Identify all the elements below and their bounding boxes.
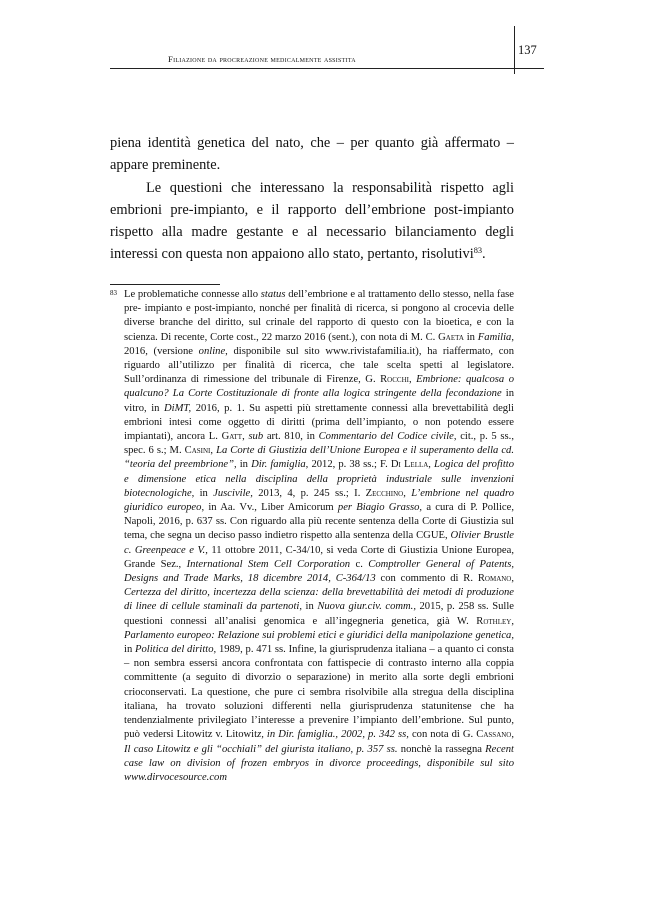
body-text <box>110 132 514 266</box>
fn-italic: status <box>260 289 286 300</box>
fn-italic: Familia <box>477 331 512 343</box>
fn-author: Zecchino <box>365 487 404 499</box>
fn-seg: con commento di R. <box>375 573 478 585</box>
fn-italic: z, in Dir. famiglia., 2002, p. 342 ss, <box>257 729 409 741</box>
fn-author: Romano <box>477 573 512 585</box>
fn-italic: per Biagio Grasso, <box>337 502 423 514</box>
fn-seg: , <box>511 729 515 741</box>
footnote-83 <box>110 288 514 785</box>
running-title: Filiazione da procreazione medicalmente assistita <box>168 54 356 64</box>
fn-italic: sub <box>248 431 264 443</box>
fn-italic: La Corte di Giustizia dell’Unione Europea e il superamento della cd. “teoria del preembrione”, <box>124 445 514 471</box>
fn-italic: DiMT, <box>164 402 192 414</box>
running-header <box>110 54 514 68</box>
fn-seg: 2012, p. 38 ss.; F. <box>308 459 391 471</box>
paragraph-2: Le questioni che interessano la responsabilità rispetto agli embrioni pre-impianto, e il rapporto dell’embrione post-impianto rispetto alla madre gestante e al necessario bilanciamento degli interessi con questa non appaiono allo stato, pertanto, risolutivi$^{83}$. <box>110 179 514 263</box>
fn-seg: a cura di P. Pollice, Napoli, 2016, p. 637 ss. Con riguardo alla più recente sentenza della Corte di Giustizia sul tema, che segna un deciso passo indietro rispetto alla sentenza della CGUE, <box>124 502 514 542</box>
fn-seg: art. 810, in <box>263 431 319 443</box>
fn-italic: Juscivile, <box>213 487 253 499</box>
fn-author: Gaeta <box>438 331 464 343</box>
fn-seg: in <box>236 459 252 471</box>
fn-seg: , 11 ottobre 2011, C-34/10, si veda Corte di Giustizia Unione Europea, Grande Sez., <box>124 544 514 570</box>
fn-seg: , disponibile sul sito www.rivistafamilia.it), ha riaffermato, con riguardo all’utilizzo per finalità di ricerca, che tale scelta spetti al legislatore. Sull’ordinanza di rimessione del tribunale di Firenze, G. <box>124 345 514 386</box>
fn-italic: Certezza del diritto, incertezza della scienza: della brevettabilità dei metodi di produzione di linee di cellule staminali da partenoti <box>124 587 514 613</box>
fn-seg: , cit., p. 5 ss., spec. 6 s.; M. <box>124 431 514 457</box>
fn-italic: Olivier Brustle c. Greenpeace e V. <box>124 530 514 556</box>
fn-seg: , <box>511 615 514 627</box>
fn-italic: L’embrione nel quadro giuridico europeo <box>124 487 515 514</box>
fn-seg: 2016, p. 1. Su aspetti più strettamente connessi alla brevettabilità degli embrioni intesi come oggetto di diritti (prima dell’impianto, o non potendo essere impiantati), ancora L. <box>124 402 514 443</box>
fn-author: Rothley <box>476 615 512 627</box>
fn-italic: Recent case law on division of frozen embryos in divorce proceedings, disponibile sul sito www.dirvocesource.com <box>124 743 514 783</box>
fn-seg: , <box>408 374 417 386</box>
fn-seg: in vitro, in <box>124 388 514 414</box>
fn-seg: in <box>463 331 478 343</box>
fn-italic: Politica del diritto, <box>135 644 217 656</box>
fn-seg: , in <box>299 601 318 613</box>
fn-author: Di Lella <box>390 459 429 471</box>
fn-italic: Commentario del Codice civile <box>318 431 454 443</box>
page-corner-rule <box>514 26 515 74</box>
fn-seg: nonchè la rassegna <box>397 743 486 755</box>
fn-italic: Il caso Litowitz e gli “occhiali” del giurista italiano, p. 357 ss. <box>124 743 398 755</box>
fn-italic: Dir. famiglia, <box>251 459 309 471</box>
fn-seg: , 2016, (versione <box>124 331 514 357</box>
page-number: 137 <box>518 43 537 57</box>
fn-seg: Le problematiche connesse allo <box>124 289 261 300</box>
fn-italic: Nuova giur.civ. comm., <box>317 601 416 613</box>
footnote-separator <box>110 284 220 285</box>
fn-italic: Comptroller General of Patents, Designs and Trade Marks, 18 dicembre 2014, C-364/13 <box>124 558 514 585</box>
fn-seg: , <box>403 487 412 499</box>
fn-seg: c. <box>350 558 369 570</box>
fn-seg: 2015, p. 258 ss. Sulle questioni connessi all’analisi genomica e all’ingegneria genetica, già W. <box>124 601 514 627</box>
fn-seg: con nota di G. <box>408 729 477 741</box>
fn-seg: , <box>428 459 435 471</box>
footnote-number: 83 <box>110 289 117 297</box>
paragraph-2-text: Le questioni che interessano la responsabilità rispetto agli embrioni pre-impianto, e il rapporto dell’embrione post-impianto rispetto alla madre gestante e al necessario bilanciamento degli interessi con questa non appaiono allo stato, pertanto, risolutivi <box>110 179 514 263</box>
fn-seg: dell’embrione e al trattamento dello stesso, nella fase pre- impianto e post-impianto, nonché per finalità di ricerca, si pongono al crocevia delle diverse branche del diritto, sul crinale del rapporto di questo con la bioetica, e con la scienza. Di recente, Corte cost., 22 marzo 2016 (sent.), con nota di M. C. <box>124 289 514 343</box>
fn-author: Cassano <box>476 729 512 741</box>
fn-author: Rocchi <box>380 374 409 386</box>
fn-seg: , <box>242 431 249 443</box>
fn-italic: Embrione: qualcosa o qualcuno? La Corte Costituzionale di fronte alla logica stringente della fecondazione <box>124 374 514 400</box>
fn-seg: in <box>194 487 214 499</box>
fn-italic: Logica del profitto e dimensione etica nella disciplina della proprietà industriale sulle invenzioni biotecnologiche, <box>124 459 515 499</box>
fn-seg: , <box>210 445 217 457</box>
fn-author: Gatt <box>221 431 243 443</box>
fn-seg: 1989, p. 471 ss. Infine, la giurisprudenza italiana – a quanto ci consta – non sembra essersi ancora confrontata con fattispecie di contrasto interno alla coppia committente (a seguito di divorzio o separazione) in merito alla sorte degli embrioni crioconservati. La questione, che pure ci sembra risolvibile alla stregua della disciplina italiana, ha trovato soluzioni differenti nella giurisprudenza statunitense che ha tendenzialmente privilegiato l’interesse a prevenire l’impianto dell’embrione. Sul punto, può vedersi Litowitz v. Litowit <box>124 644 515 741</box>
fn-seg: 2013, 4, p. 245 ss.; I. <box>252 487 366 499</box>
fn-seg: , in Aa. Vv., Liber Amicorum <box>201 502 338 514</box>
footnote-reference[interactable]: 83 <box>473 246 483 256</box>
header-rule <box>110 68 544 69</box>
fn-italic: online <box>198 345 226 357</box>
paragraph-1-text: piena identità genetica del nato, che – per quanto già affermato – appare preminente. <box>110 135 514 174</box>
footnote-text <box>124 288 514 785</box>
fn-author: Casini <box>184 445 211 457</box>
paragraph-1 <box>110 132 514 177</box>
fn-italic: International Stem Cell Corporation <box>186 558 351 570</box>
fn-italic: Parlamento europeo: Relazione sui problemi etici e giuridici della manipolazione genetica, <box>124 629 514 641</box>
fn-seg: in <box>124 644 136 656</box>
fn-seg: , <box>511 573 515 585</box>
